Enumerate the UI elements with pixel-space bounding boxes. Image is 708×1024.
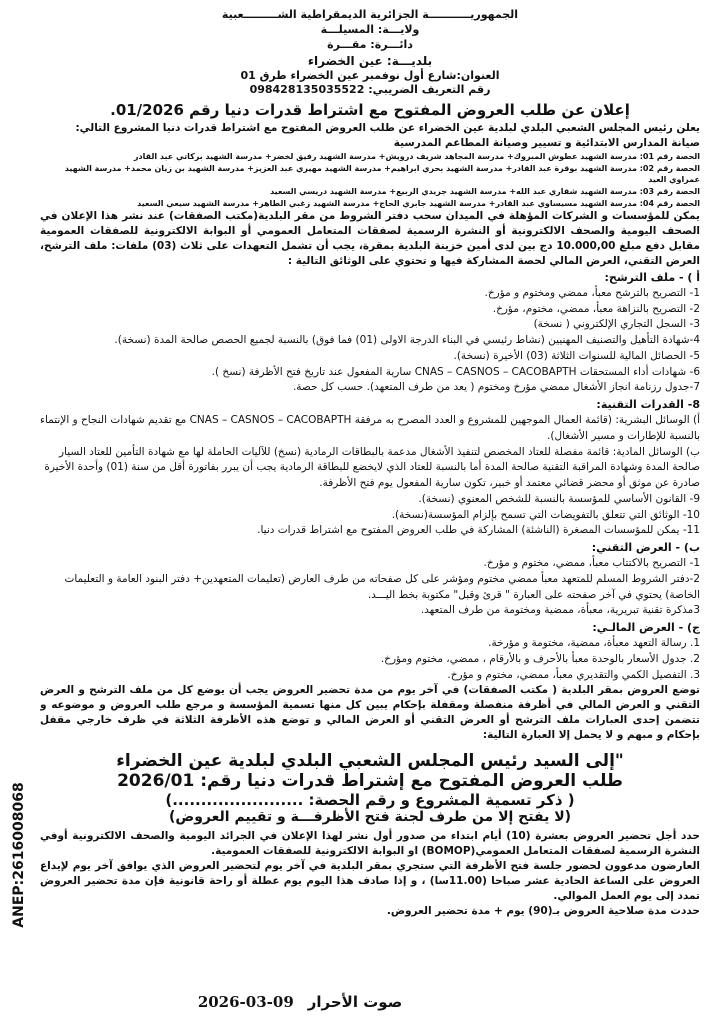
list-item: 10- الوثائق التي تتعلق بالتفويضات التي تسمح بإلزام المؤسسة(نسخة). [391, 508, 700, 521]
lot-line: الحصة رقم 04: مدرسة الشهيد مسيساوي عبد القادر+ مدرسة الشهيد جابري الحاج+ مدرسة الشهيد زغبي الطاهر+ مدرسة الشهيد سيعي السعيد [137, 198, 700, 208]
project-name: صيانة المدارس الابتدائية و تسيير وصيانة المطاعم المدرسية [393, 137, 700, 150]
list-item: 9- القانون الأساسي للمؤسسة بالنسبة للشخص المعنوي (نسخة). [418, 492, 700, 505]
lot-line: الحصة رقم 01: مدرسة الشهيد عطوش المبروك+ مدرسة المجاهد شريف درويش+ مدرسة الشهيد رفيق لخضر+ مدرسة الشهيد بركاتي عبد القادر [133, 152, 700, 162]
envelope-project: ( ذكر تسمية المشروع و رقم الحصة: .......................) [165, 791, 575, 810]
list-item: أ) الوسائل البشرية: (قائمة العمال الموجهين للمشروع و العدد المصرح به مرفقة CNAS – CASNOS – CACOBAPTH مع تقديم شهادات النجاح و الإنتماء بالنسبة للإطارات و مسير الأشغال). [40, 414, 700, 442]
technical-offer-list [40, 556, 700, 619]
closing-paragraph: العارضون مدعوون لحضور جلسة فتح الأظرفة التي ستجري بمقر البلدية في آخر يوم لتحضير العروض الذي يوافق آخر يوم لإيداع العروض على الساعة الحادية عشر صباحا (11.00سا) ، و إذا صادف هذا اليوم يوم عطلة أو راحة قانونية فإن مدة تحضير العروض تمدد إلى يوم العمل الموالي. [40, 859, 700, 902]
closing-paragraph: حدد أجل تحضير العروض بعشرة (10) أيام ابتداء من صدور أول نشر لهذا الإعلان في الجرائد اليومية والصحف الالكترونية أوفي النشرة الرسمية لصفقات المتعامل العمومي(BOMOP) او البوابة الالكترونية للصفقات العمومية. [40, 830, 700, 857]
anep-reference-text: ANEP:2616008068 [11, 782, 27, 928]
envelope-addressee: "إلى السيد رئيس المجلس الشعبي البلدي لبلدية عين الخضراء [116, 751, 624, 772]
wilaya-line: ولايـــة: المسيلـــة [320, 22, 420, 36]
list-item: 1- التصريح بالترشح معبأ، ممضي ومختوم و مؤرخ. [484, 286, 700, 299]
newspaper-name: صوت الأحرار [307, 993, 403, 1011]
financial-offer-list [40, 636, 700, 683]
list-item: 1- التصريح بالاكتتاب معبأ، ممضي، مختوم و مؤرخ. [483, 557, 700, 570]
candidature-list [40, 286, 700, 396]
lot-line: الحصة رقم 03: مدرسة الشهيد شقاري عبد الله+ مدرسة الشهيد جريدي الربيع+ مدرسة الشهيد دريسي السعيد [270, 186, 700, 196]
baladia-line: بلديـــة: عين الخضراء [307, 53, 433, 68]
list-item: 5- الحصائل المالية للسنوات الثلاثة (03) الأخيرة (نسخة). [453, 349, 700, 362]
list-item: 3. التفصيل الكمي والتقديري معبأ، ممضي، مختوم و مؤرخ. [447, 668, 700, 681]
section-capacities: 8- القدرات التقنية: [596, 398, 700, 412]
list-item: 4-شهادة التأهيل والتصنيف المهنيين (نشاط رئيسي في البناء الدرجة الاولى (01) فما فوق) بالنسبة لجميع الحصص صالحة المدة (نسخة). [114, 334, 700, 347]
body-text: يمكن للمؤسسات و الشركات المؤهلة في الميدان سحب دفتر الشروط من مقر البلدية(مكتب الصفقات) عند نشر هذا الإعلان في الصحف اليومية والصحف الالكترونية أو النشرة الرسمية لصفقات المتعامل العمومي أو البوابة الالكترونية للصفقات العمومية مقابل دفع مبلغ 10.000,00 دج بين لدى أمين خزينة البلدية بمقرة، يجب أن تشمل التعهدات على ثلاث (03) ملفات: ملف الترشح، العرض التقني، العرض المالي لحصة المشاركة فيها و تحتوي على الوثائق التالية : [40, 210, 700, 267]
list-item: 2- التصريح بالنزاهة معبأ، ممضي، مختوم، مؤرخ. [492, 302, 700, 315]
section-candidature: أ ) - ملف الترشح: [604, 270, 700, 284]
tax-id-line: رقم التعريف الضريبي: 098428135035522 [249, 83, 491, 97]
publication-footer [150, 993, 450, 1011]
envelope-instructions: توضع العروض بمقر البلدية ( مكتب الصفقات) في آخر يوم من مدة تحضير العروض يجب أن يوضع كل من ملف الترشح و العرض التقني و العرض المالي في أظرفة منفصلة ومقفلة بإحكام يبين كل منها تسمية المؤسسة و مرجع طلب العروض و موضوعه و تتضمن إحدى العبارات ملف الترشح أو العرض التقني أو العرض المالي و توضع هذه الأظرفة الثلاثة في ظرف خارجي مقفل بإحكام و مبهم و لا يحمل إلا العبارة التالية: [40, 684, 700, 742]
envelope-warning: (لا يفتح إلا من طرف لجنة فتح الأظرفـــة و تقييم العروض) [168, 809, 572, 826]
section-financial-offer: ج) - العرض المالـي: [592, 621, 700, 635]
section-technical-offer: ب) - العرض التقني: [591, 541, 700, 555]
address-line: العنوان:شارع أول نوفمبر عين الخضراء طرق 01 [240, 68, 500, 82]
list-item: 2. جدول الأسعار بالوحدة معبأ بالأحرف و بالأرقام ، ممضي، مختوم ومؤرخ. [380, 652, 700, 665]
capacities-list [40, 413, 700, 539]
list-item: 1. رسالة التعهد معبأة، ممضية، مختومة و مؤرخة. [488, 637, 700, 650]
intro-text: يعلن رئيس المجلس الشعبي البلدي لبلدية عين الخضراء عن طلب العروض المفتوح مع اشتراط قدرات دنيا المشروع التالي: [75, 122, 700, 135]
list-item: 7-جدول رزنامة انجاز الأشغال ممضي مؤرخ ومختوم ( يعد من طرف المتعهد). حسب كل حصة. [292, 381, 700, 394]
publication-date: 2026-03-09 [197, 993, 294, 1011]
daira-line: دائـــرة: مقـــرة [327, 37, 413, 51]
anep-reference [2, 735, 36, 975]
announcement-page [40, 8, 700, 1020]
envelope-reference: طلب العروض المفتوح مع إشتراط قدرات دنيا رقم: 2026/01 [117, 771, 623, 792]
list-item: ب) الوسائل المادية: قائمة مفصلة للعتاد المخصص لتنفيذ الأشغال مدعمة بالبطاقات الرمادية (نسخ) للآليات الحاملة لها مع شهادة التأمين للعتاد السيار صالحة المدة وشهادة المراقبة التقنية صالحة المدة أما بالنسبة للعتاد الذي لايخضع للبطاقة الرمادية يجب أن يبرر بفاتورة أقل من سنة (01) وأحدة الأخيرة صادرة عن موثق أو محضر قضائي معتمد أو خبير، تكون سارية المفعول يوم فتح الأظرفة. [44, 445, 700, 490]
list-item: 2-دفتر الشروط المسلم للمتعهد معبأ ممضي مختوم ومؤشر على كل صفحاته من طرف العارض (تعليمات المتعهدين+ دفتر البنود العامة و التعليمات الخاصة) يحتوي في آخر صفحته على العبارة " قرئ وقبل" مكتوبة بخط اليـــد. [64, 572, 700, 601]
list-item: 6- شهادات أداء المستحقات CNAS – CASNOS – CACOBAPTH سارية المفعول عند تاريخ فتح الأظرفة (نسخ ). [211, 365, 700, 378]
list-item: 3مذكرة تقنية تبريرية، معبأة، ممضية ومختومة من طرف المتعهد. [420, 604, 700, 617]
list-item: 11- يمكن للمؤسسات المصغرة (الناشئة) المشاركة في طلب العروض المفتوح مع اشتراط قدرات دنيا. [257, 524, 700, 537]
lot-line: الحصة رقم 02: مدرسة الشهيد بوقرة عبد القادر+ مدرسة الشهيد بحري ابراهيم+ مدرسة الشهيد مهيري عبد العزيز+ مدرسة الشهيد بن زيان محمد+ مدرسة الشهيد عمراوي العيد [64, 163, 700, 185]
closing-paragraph: حددت مدة صلاحية العروض بـ(90) يوم + مدة تحضير العروض. [386, 904, 700, 917]
announcement-title: إعلان عن طلب العروض المفتوح مع اشتراط قدرات دنيا رقم 01/2026. [110, 101, 630, 120]
republic-heading: الجمهوريـــــــــــة الجزائرية الديمقراطية الشـــــــــعبية [221, 8, 519, 21]
list-item: 3- السجل التجاري الإلكتروني ( نسخة) [533, 318, 700, 331]
